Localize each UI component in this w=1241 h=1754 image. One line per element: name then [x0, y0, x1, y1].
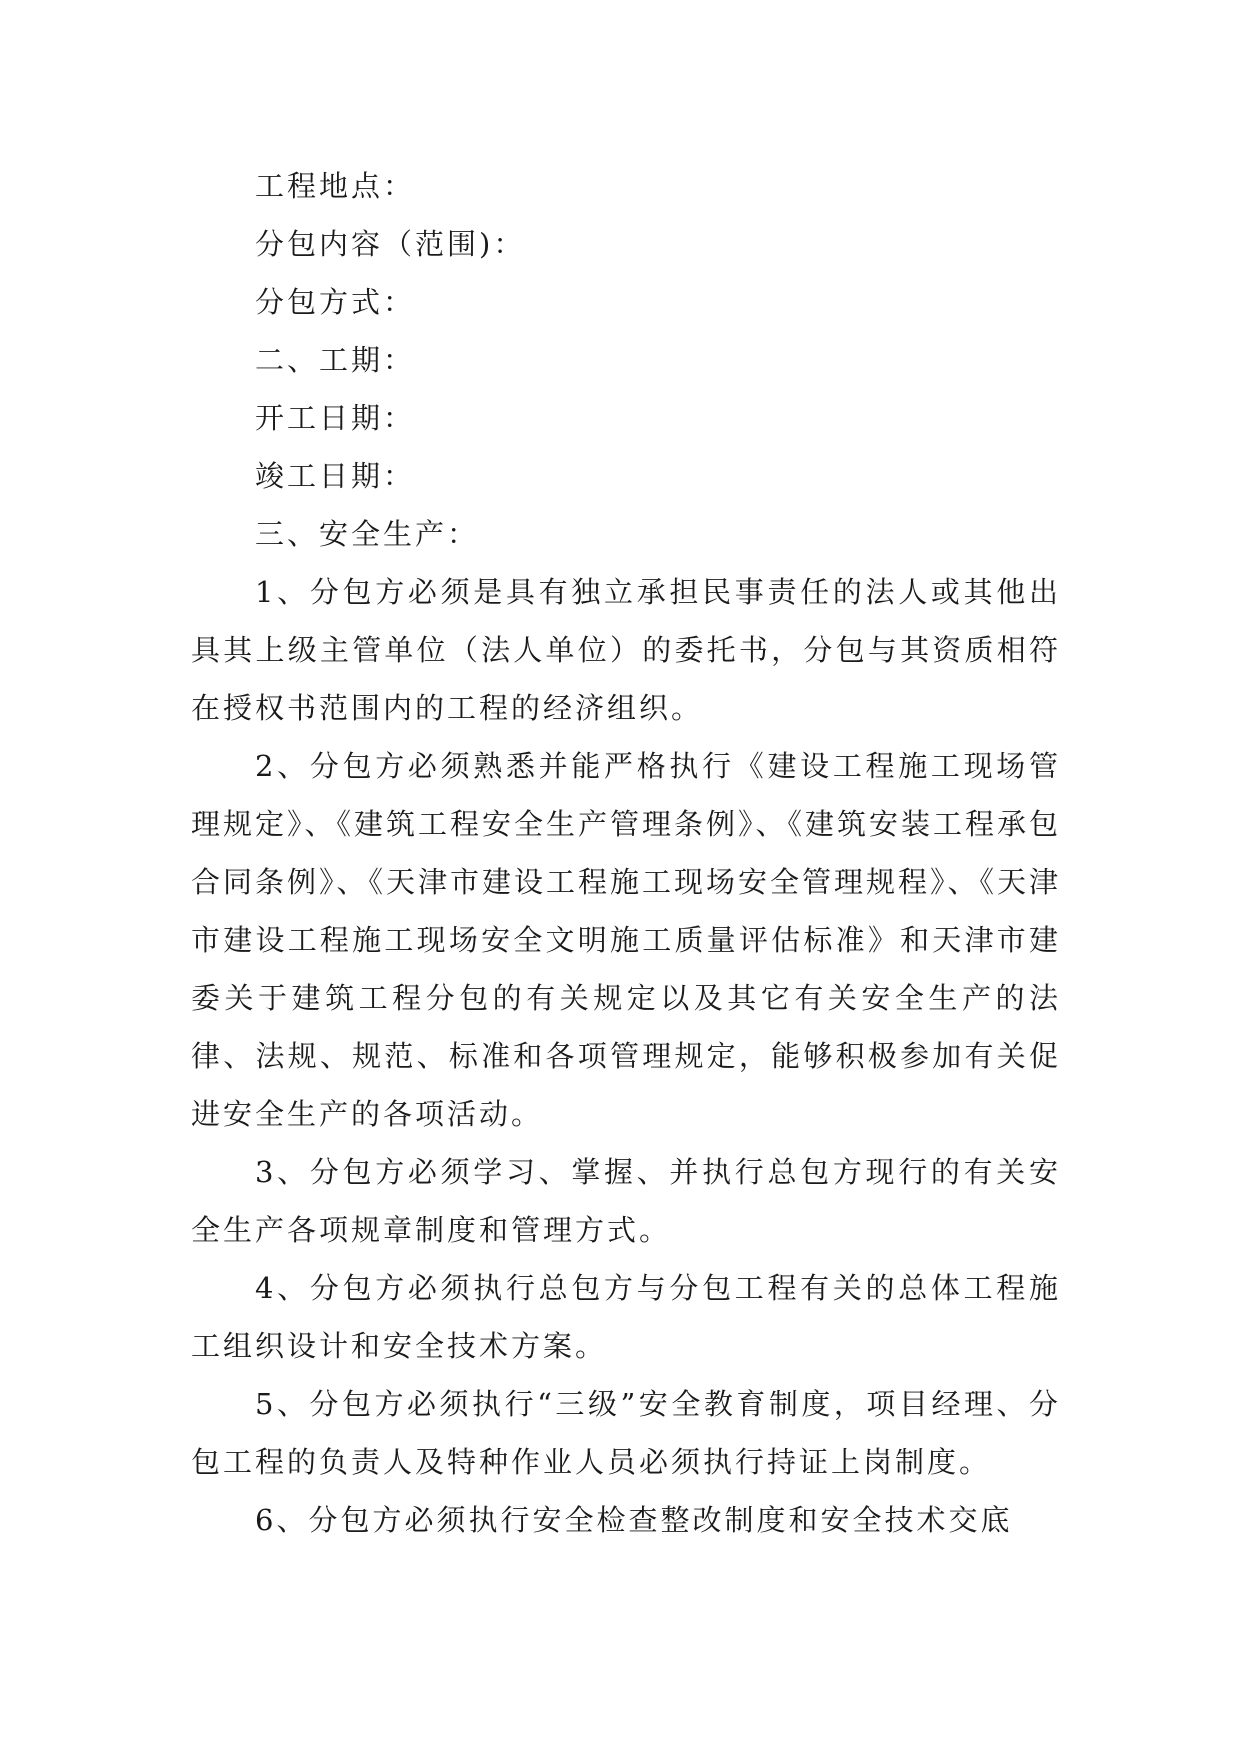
field-subcontract-method: 分包方式：	[255, 285, 416, 319]
field-project-location: 工程地点：	[255, 169, 416, 203]
paragraph-item-4: 4、分包方必须执行总包方与分包工程有关的总体工程施工组织设计和安全技术方案。	[191, 1271, 1061, 1363]
paragraph-item-2: 2、分包方必须熟悉并能严格执行《建设工程施工现场管理规定》、《建筑工程安全生产管理条例》、《建筑安装工程承包合同条例》、《天津市建设工程施工现场安全管理规程》、《天津市建设工程施工现场安全文明施工质量评估标准》和天津市建委关于建筑工程分包的有关规定以及其它有关安全生产的法律、法规、规范、标准和各项管理规定，能够积极参加有关促进安全生产的各项活动。	[191, 749, 1062, 1131]
section-heading-schedule: 二、工期：	[255, 343, 416, 377]
paragraph-item-6: 6、分包方必须执行安全检查整改制度和安全技术交底	[255, 1503, 1013, 1537]
field-subcontract-scope: 分包内容（范围)：	[255, 227, 526, 261]
section-heading-safety: 三、安全生产：	[255, 517, 480, 551]
field-start-date: 开工日期：	[255, 401, 416, 435]
paragraph-item-5: 5、分包方必须执行“三级”安全教育制度，项目经理、分包工程的负责人及特种作业人员必须执行持证上岗制度。	[191, 1387, 1061, 1479]
document-body	[191, 157, 1061, 1549]
field-completion-date: 竣工日期：	[255, 459, 416, 493]
paragraph-item-3: 3、分包方必须学习、掌握、并执行总包方现行的有关安全生产各项规章制度和管理方式。	[191, 1155, 1061, 1247]
paragraph-item-1: 1、分包方必须是具有独立承担民事责任的法人或其他出具其上级主管单位（法人单位）的委托书，分包与其资质相符在授权书范围内的工程的经济组织。	[191, 575, 1061, 725]
